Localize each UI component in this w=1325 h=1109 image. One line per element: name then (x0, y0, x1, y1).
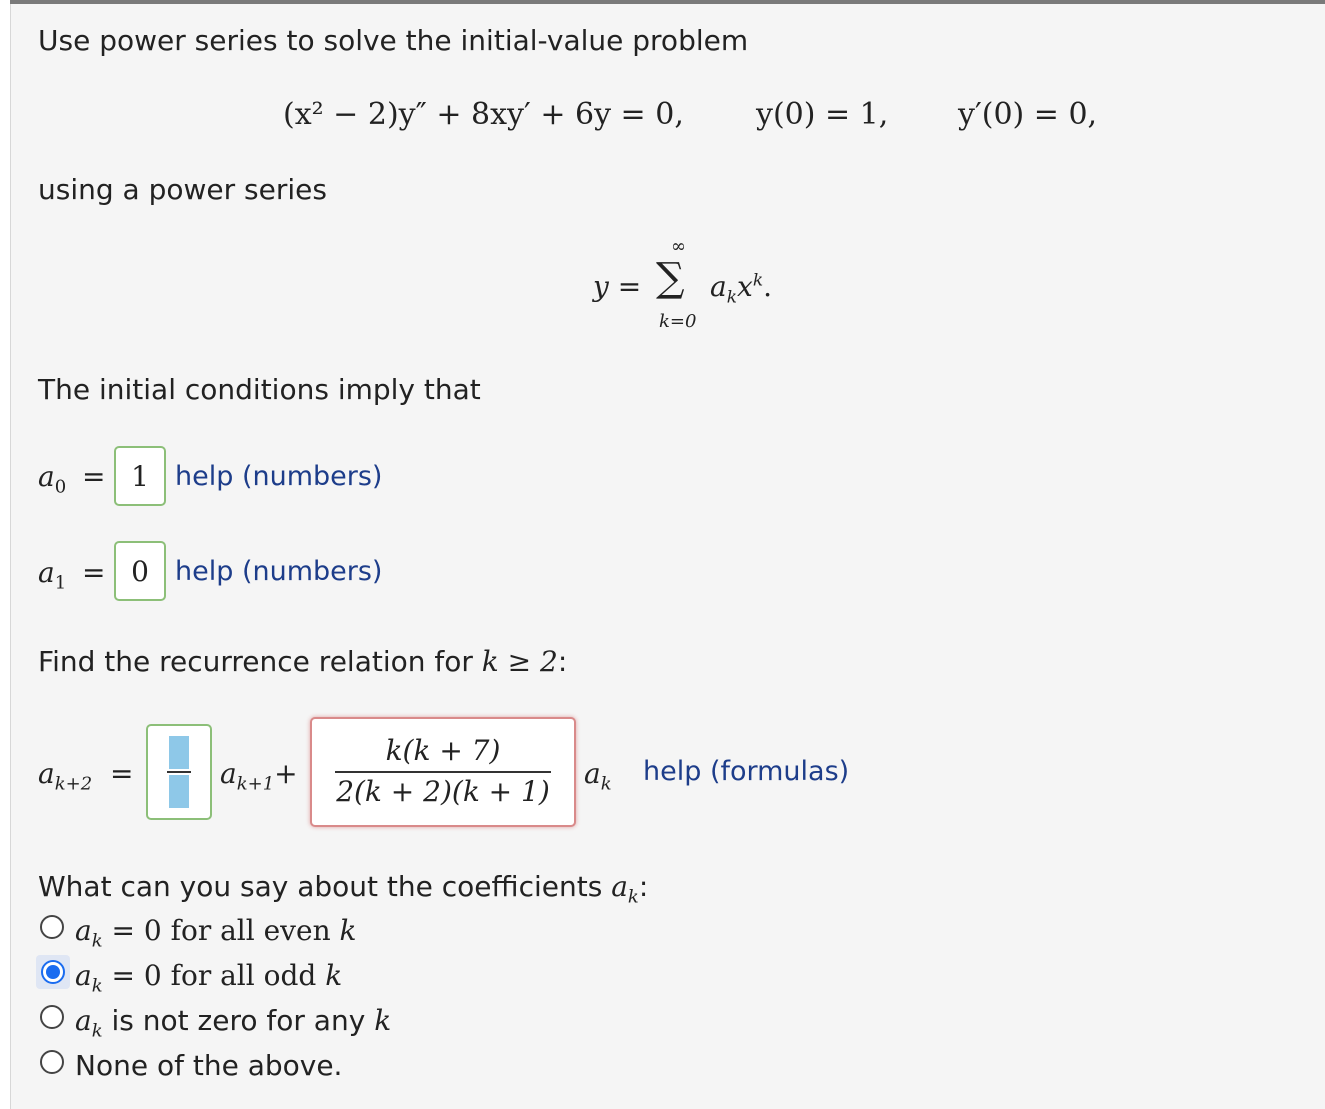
a1-equals: = (82, 556, 106, 589)
intro-text: Use power series to solve the initial-value problem (38, 24, 749, 57)
option-even-radio[interactable] (40, 915, 64, 939)
a0-label: $a_0$ (38, 460, 67, 498)
option-odd-label[interactable]: $a_k = 0$ for all odd k (75, 959, 343, 997)
option-none-label[interactable]: None of the above. (75, 1049, 343, 1082)
recurrence-fraction-input[interactable] (310, 717, 576, 827)
recurrence-prompt-math: k ≥ 2 (481, 645, 558, 678)
top-border (10, 0, 1325, 4)
option-odd-radio[interactable] (41, 960, 65, 984)
ode-equation: (x² − 2)y″ + 8xy′ + 6y = 0, (283, 97, 684, 132)
series-lhs: y = (593, 270, 642, 303)
a1-label: $a_1$ (38, 556, 67, 594)
series-term-sub: k (726, 287, 738, 308)
option-none-radio[interactable] (40, 1050, 64, 1074)
ode-initial-condition-1: y(0) = 1, (756, 97, 889, 132)
option-not-zero-radio[interactable] (40, 1005, 64, 1029)
a0-answer-input[interactable]: 1 (114, 446, 166, 506)
coefficients-question: What can you say about the coefficients $a_k$: (38, 870, 649, 908)
series-end: . (763, 270, 773, 303)
using-text: using a power series (38, 173, 327, 206)
fraction-denominator: 2(k + 2)(k + 1) (336, 775, 550, 808)
fraction-numerator: k(k + 7) (385, 734, 501, 768)
sigma-symbol: ∑ (656, 255, 685, 301)
recurrence-help-link[interactable]: help (formulas) (643, 756, 850, 787)
recurrence-lhs: $a_{k+2}$ (38, 757, 93, 795)
option-even-label[interactable]: $a_k = 0$ for all even k (75, 914, 357, 952)
series-term-sup: k (752, 270, 764, 291)
recurrence-coefficient-input[interactable] (146, 724, 212, 820)
initial-conditions-text: The initial conditions imply that (38, 373, 481, 406)
a1-answer-input[interactable]: 0 (114, 541, 166, 601)
series-term: a (710, 270, 727, 303)
series-term-x: x (737, 270, 753, 303)
series-lower-limit: k=0 (659, 311, 697, 332)
recurrence-end-term: $a_k$ (584, 757, 612, 795)
recurrence-prompt: Find the recurrence relation for k ≥ 2: (38, 645, 568, 678)
empty-fraction-placeholder (167, 736, 191, 808)
a0-equals: = (82, 460, 106, 493)
recurrence-equals: = (110, 757, 134, 790)
series-upper-limit: ∞ (671, 236, 686, 257)
a0-help-link[interactable]: help (numbers) (175, 461, 383, 492)
option-not-zero-label[interactable]: $a_k$ is not zero for any k (75, 1004, 392, 1042)
a1-help-link[interactable]: help (numbers) (175, 556, 383, 587)
ode-initial-condition-2: y′(0) = 0, (958, 97, 1098, 132)
recurrence-mid-term: $a_{k+1}+$ (220, 757, 298, 795)
